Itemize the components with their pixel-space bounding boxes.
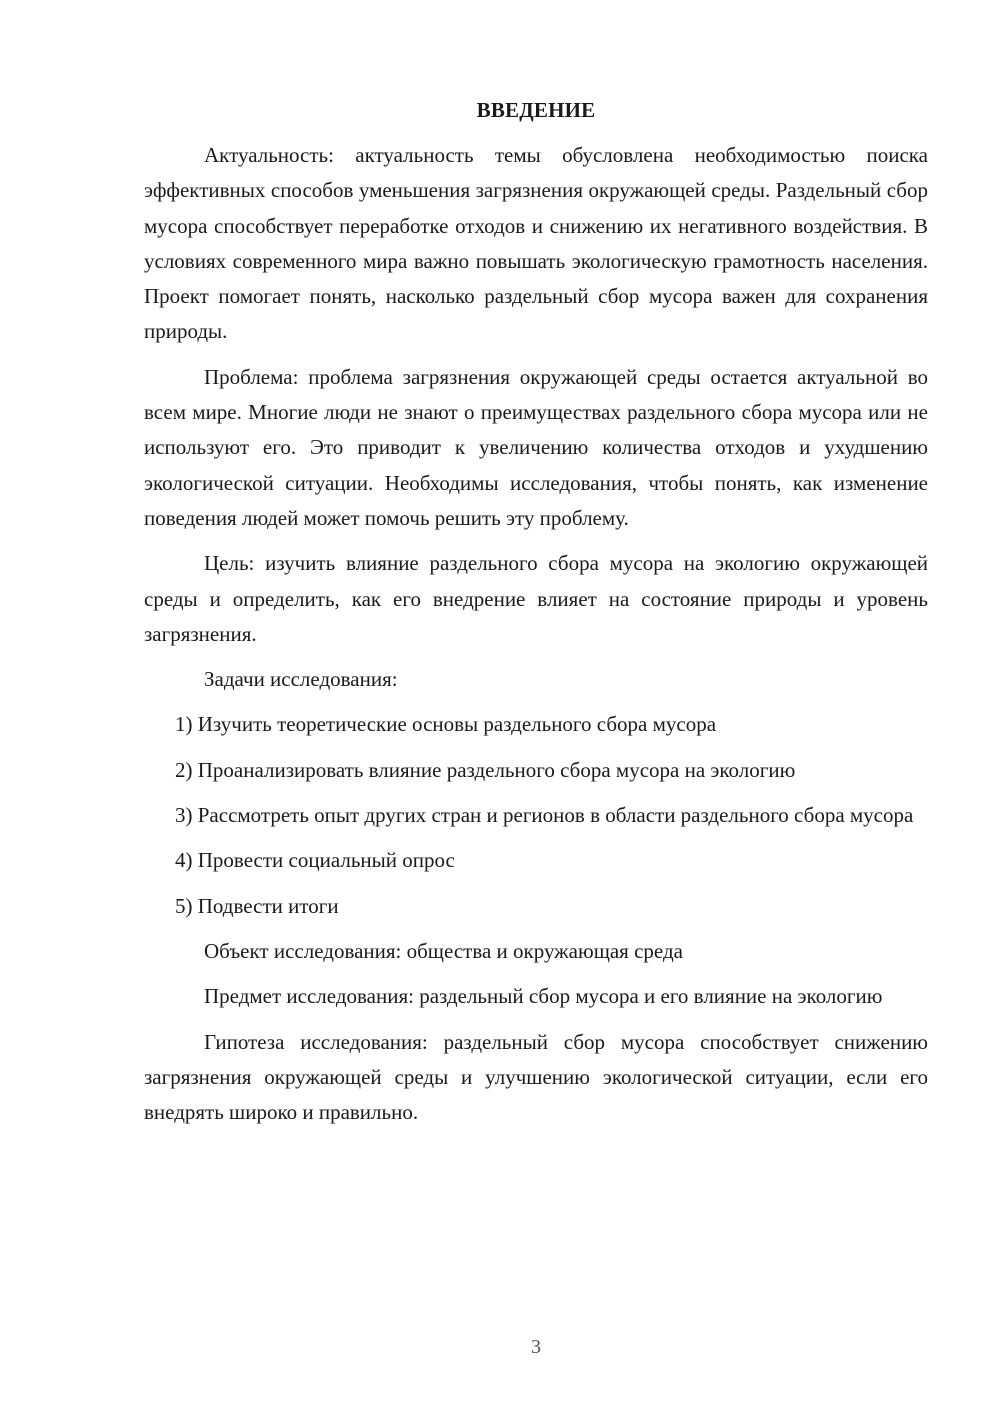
document-page [144, 95, 928, 1130]
task-item: 4) Провести социальный опрос [175, 848, 455, 873]
subject-paragraph: Предмет исследования: раздельный сбор мусора и его влияние на экологию [204, 984, 883, 1009]
page-number: 3 [531, 1336, 541, 1358]
task-item: 1) Изучить теоретические основы раздельного сбора мусора [175, 712, 717, 737]
goal-paragraph: Цель: изучить влияние раздельного сбора мусора на экологию окружающей среды и определить, как его внедрение влияет на состояние природы и уровень загрязнения. [144, 551, 928, 646]
relevance-paragraph: Актуальность: актуальность темы обусловлена необходимостью поиска эффективных способов уменьшения загрязнения окружающей среды. Раздельный сбор мусора способствует переработке отходов и снижению их негативного воздействия. В условиях современного мира важно повышать экологическую грамотность населения. Проект помогает понять, насколько раздельный сбор мусора важен для сохранения природы. [144, 143, 928, 344]
object-paragraph: Объект исследования: общества и окружающая среда [204, 938, 683, 963]
problem-paragraph: Проблема: проблема загрязнения окружающей среды остается актуальной во всем мире. Многие люди не знают о преимуществах раздельного сбора мусора или не используют его. Это приводит к увеличению количества отходов и ухудшению экологической ситуации. Необходимы исследования, чтобы понять, как изменение поведения людей может помочь решить эту проблему. [144, 364, 928, 530]
task-item: 2) Проанализировать влияние раздельного сбора мусора на экологию [175, 757, 796, 782]
hypothesis-paragraph: Гипотеза исследования: раздельный сбор мусора способствует снижению загрязнения окружающей среды и улучшению экологической ситуации, если его внедрять широко и правильно. [144, 1029, 928, 1125]
task-item: 5) Подвести итоги [175, 893, 339, 918]
tasks-heading: Задачи исследования: [204, 667, 398, 692]
page-title: ВВЕДЕНИЕ [476, 98, 596, 122]
task-item: 3) Рассмотреть опыт других стран и регионов в области раздельного сбора мусора [175, 803, 914, 828]
